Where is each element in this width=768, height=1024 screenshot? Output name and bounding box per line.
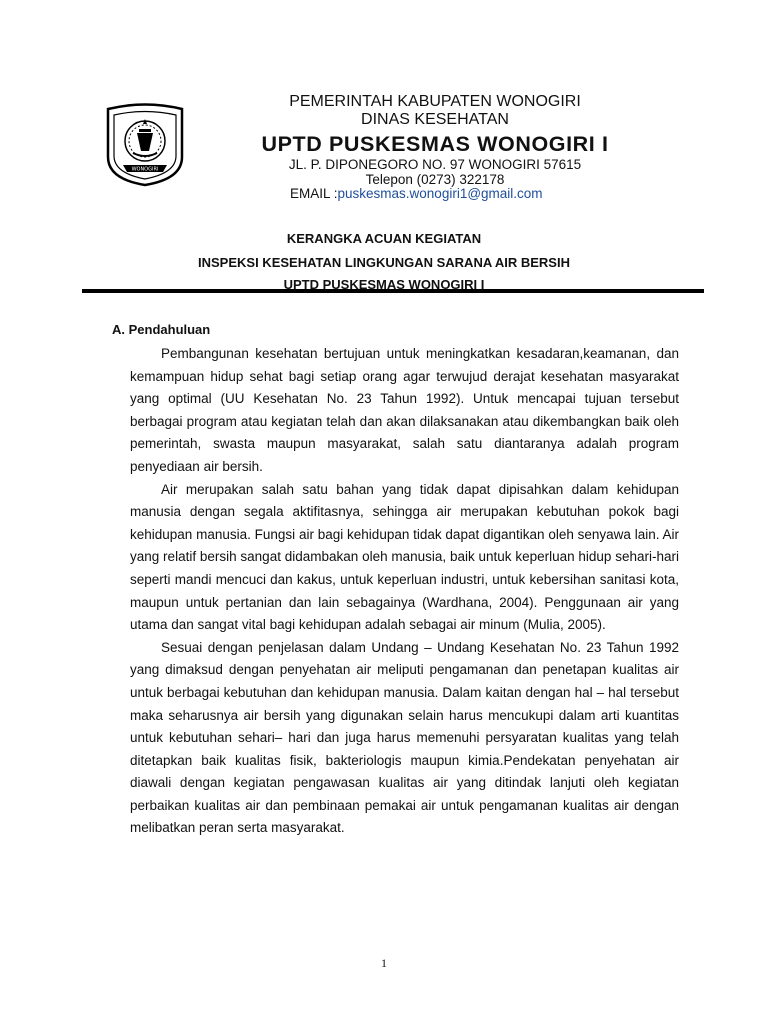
phone: Telepon (0273) 322178 [365, 172, 505, 187]
government-name: PEMERINTAH KABUPATEN WONOGIRI [289, 93, 581, 110]
logo-text: WONOGIRI [131, 166, 159, 173]
doc-title-line1: KERANGKA ACUAN KEGIATAN [286, 231, 482, 246]
department-name: DINAS KESEHATAN [361, 111, 509, 128]
regency-logo-icon [103, 103, 187, 187]
page-number: 1 [381, 956, 387, 970]
section-body [130, 343, 679, 840]
paragraph: Air merupakan salah satu bahan yang tidak dapat dipisahkan dalam kehidupan manusia dengan segala aktifitasnya, sehingga air merupakan kebutuhan pokok bagi kehidupan manusia. Fungsi air bagi kehidupan tidak dapat digantikan oleh senyawa lain. Air yang relatif bersih sangat didambakan oleh manusia, baik untuk keperluan hidup sehari-hari seperti mandi mencuci dan kakus, untuk keperluan industri, untuk kebersihan sanitasi kota, maupun untuk pertanian dan lain sebagainya (Wardhana, 2004). Penggunaan air yang utama dan sangat vital bagi kehidupan adalah sebagai air minum (Mulia, 2005). [130, 481, 679, 633]
address: JL. P. DIPONEGORO NO. 97 WONOGIRI 57615 [288, 157, 582, 172]
email-address: puskesmas.wonogiri1@gmail.com [337, 186, 543, 201]
paragraph: Sesuai dengan penjelasan dalam Undang – Undang Kesehatan No. 23 Tahun 1992 yang dimaksud dengan penyehatan air meliputi pengamanan dan penetapan kualitas air untuk berbagai kebutuhan dan kehidupan manusia. Dalam kaitan dengan hal – hal tersebut maka seharusnya air bersih yang digunakan selain harus mencukupi dalam arti kuantitas untuk kebutuhan sehari– hari dan juga harus memenuhi persyaratan kualitas yang telah ditetapkan baik kualitas fisik, bakteriologis maupun kimia.Pendekatan penyehatan air diawali dengan kegiatan pengawasan kualitas air yang ditindak lanjuti oleh kegiatan perbaikan kualitas air dan pembinaan pemakai air untuk pengamanan kualitas air dengan melibatkan peran serta masyarakat. [130, 639, 679, 836]
email-line [290, 186, 543, 201]
doc-title-line3: UPTD PUSKESMAS WONOGIRI I [283, 277, 485, 289]
doc-title-line2: INSPEKSI KESEHATAN LINGKUNGAN SARANA AIR BERSIH [198, 255, 570, 270]
section-heading: A. Pendahuluan [112, 322, 211, 337]
header-divider [82, 289, 704, 293]
paragraph: Pembangunan kesehatan bertujuan untuk meningkatkan kesadaran,keamanan, dan kemampuan hidup sehat bagi setiap orang agar terwujud derajat kesehatan masyarakat yang optimal (UU Kesehatan No. 23 Tahun 1992). Untuk mencapai tujuan tersebut berbagai program atau kegiatan telah dan akan dilaksanakan atau dikembangkan baik oleh pemerintah, swasta maupun masyarakat, salah satu diantaranya adalah program penyediaan air bersih. [130, 346, 679, 474]
email-label: EMAIL : [290, 186, 338, 201]
institution-title: UPTD PUSKESMAS WONOGIRI I [261, 132, 609, 156]
